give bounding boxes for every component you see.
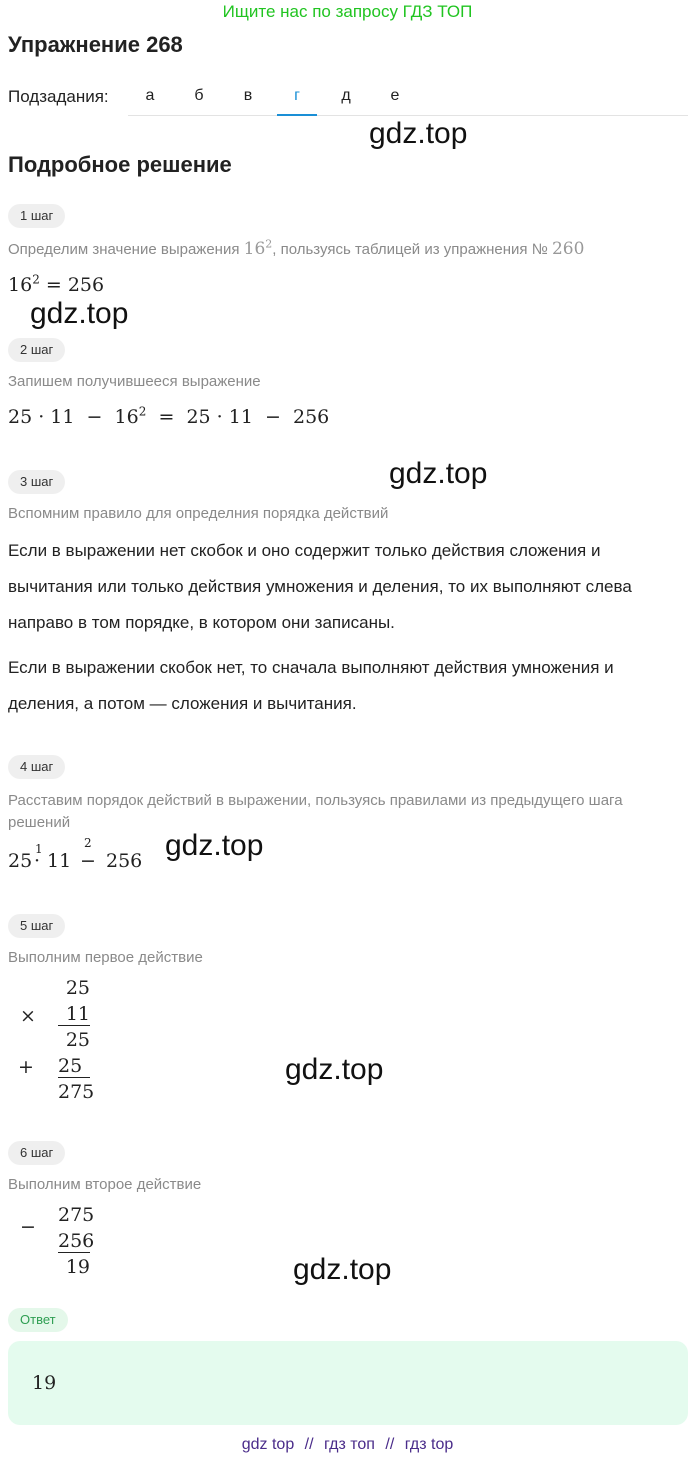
step-description: Запишем получившееся выражение [8,373,261,390]
rule-paragraph: Если в выражении скобок нет, то сначала выполняют действия умножения и деления, а потом — сложения и вычитания. [8,658,614,713]
step-description: Расставим порядок действий в выражении, пользуясь правилами из предыдущего шага решений [8,792,623,831]
section-title: Подробное решение [8,152,232,177]
watermark: gdz.top [30,297,129,330]
search-banner: Ищите нас по запросу ГДЗ ТОП [222,2,473,21]
tab-g[interactable]: г [277,78,317,116]
plus-sign: + [18,1056,34,1078]
footer-link[interactable]: gdz top [241,1436,295,1453]
column-row: 275 [58,1204,95,1226]
footer-separator: // [385,1436,395,1453]
watermark: gdz.top [285,1053,384,1086]
footer-links [0,1436,695,1454]
step-formula: $25 \cdot 11 - 16^2 = 25 \cdot 11 - 256$ [8,404,330,428]
step-description: Выполним первое действие [8,949,203,966]
column-row: 25 [65,977,90,999]
watermark: gdz.top [165,829,264,862]
operator: − [80,850,96,872]
page-title: Упражнение 268 [8,32,183,57]
column-row: 25 [65,1029,90,1051]
rule-paragraph: Если в выражении нет скобок и оно содержит только действия сложения и вычитания или только действия умножения и деления, то их выполняют слева направо в том порядке, в котором они записаны. [8,541,632,632]
step-description: Выполним второе действие [8,1176,202,1193]
answer-box [8,1341,688,1425]
tab-a[interactable]: а [145,87,155,104]
answer-badge: Ответ [8,1308,68,1332]
column-row: 25 [58,1055,90,1078]
watermark: gdz.top [369,117,468,150]
tab-e[interactable]: е [390,87,400,104]
step-formula: $16^2 = 256$ [8,272,105,296]
tab-d[interactable]: д [341,87,351,104]
tab-v[interactable]: в [243,87,253,104]
column-row: 275 [58,1081,95,1103]
operand: 256 [106,850,143,872]
subtasks-label: Подзадания: [8,87,109,106]
watermark: gdz.top [293,1253,392,1286]
step-badge: 2 шаг [8,338,65,362]
order-mark: 1 [35,842,43,856]
watermark: gdz.top [389,457,488,490]
step-badge: 3 шаг [8,470,65,494]
subtask-tabs [128,78,688,116]
ordered-expression: 25 [8,850,33,872]
step-description: Вспомним правило для определния порядка действий [8,505,389,522]
step-badge: 5 шаг [8,914,65,938]
operator: · [34,850,41,872]
answer-value: 19 [32,1372,57,1394]
step-badge: 6 шаг [8,1141,65,1165]
order-mark: 2 [84,836,92,850]
times-sign: × [20,1005,36,1027]
tab-b[interactable]: б [194,87,204,104]
step-badge: 1 шаг [8,204,65,228]
minus-sign: − [20,1216,36,1238]
operand: 11 [47,850,72,872]
column-row: 11 [58,1003,90,1026]
column-row: 19 [65,1256,90,1278]
footer-link[interactable]: гдз топ [324,1436,375,1453]
column-row: 256 [58,1230,95,1252]
step-badge: 4 шаг [8,755,65,779]
footer-link[interactable]: гдз top [404,1436,454,1453]
step-description: Определим значение выражения $16^2$, пользуясь таблицей из упражнения № 260 [8,237,585,259]
footer-separator: // [304,1436,314,1453]
